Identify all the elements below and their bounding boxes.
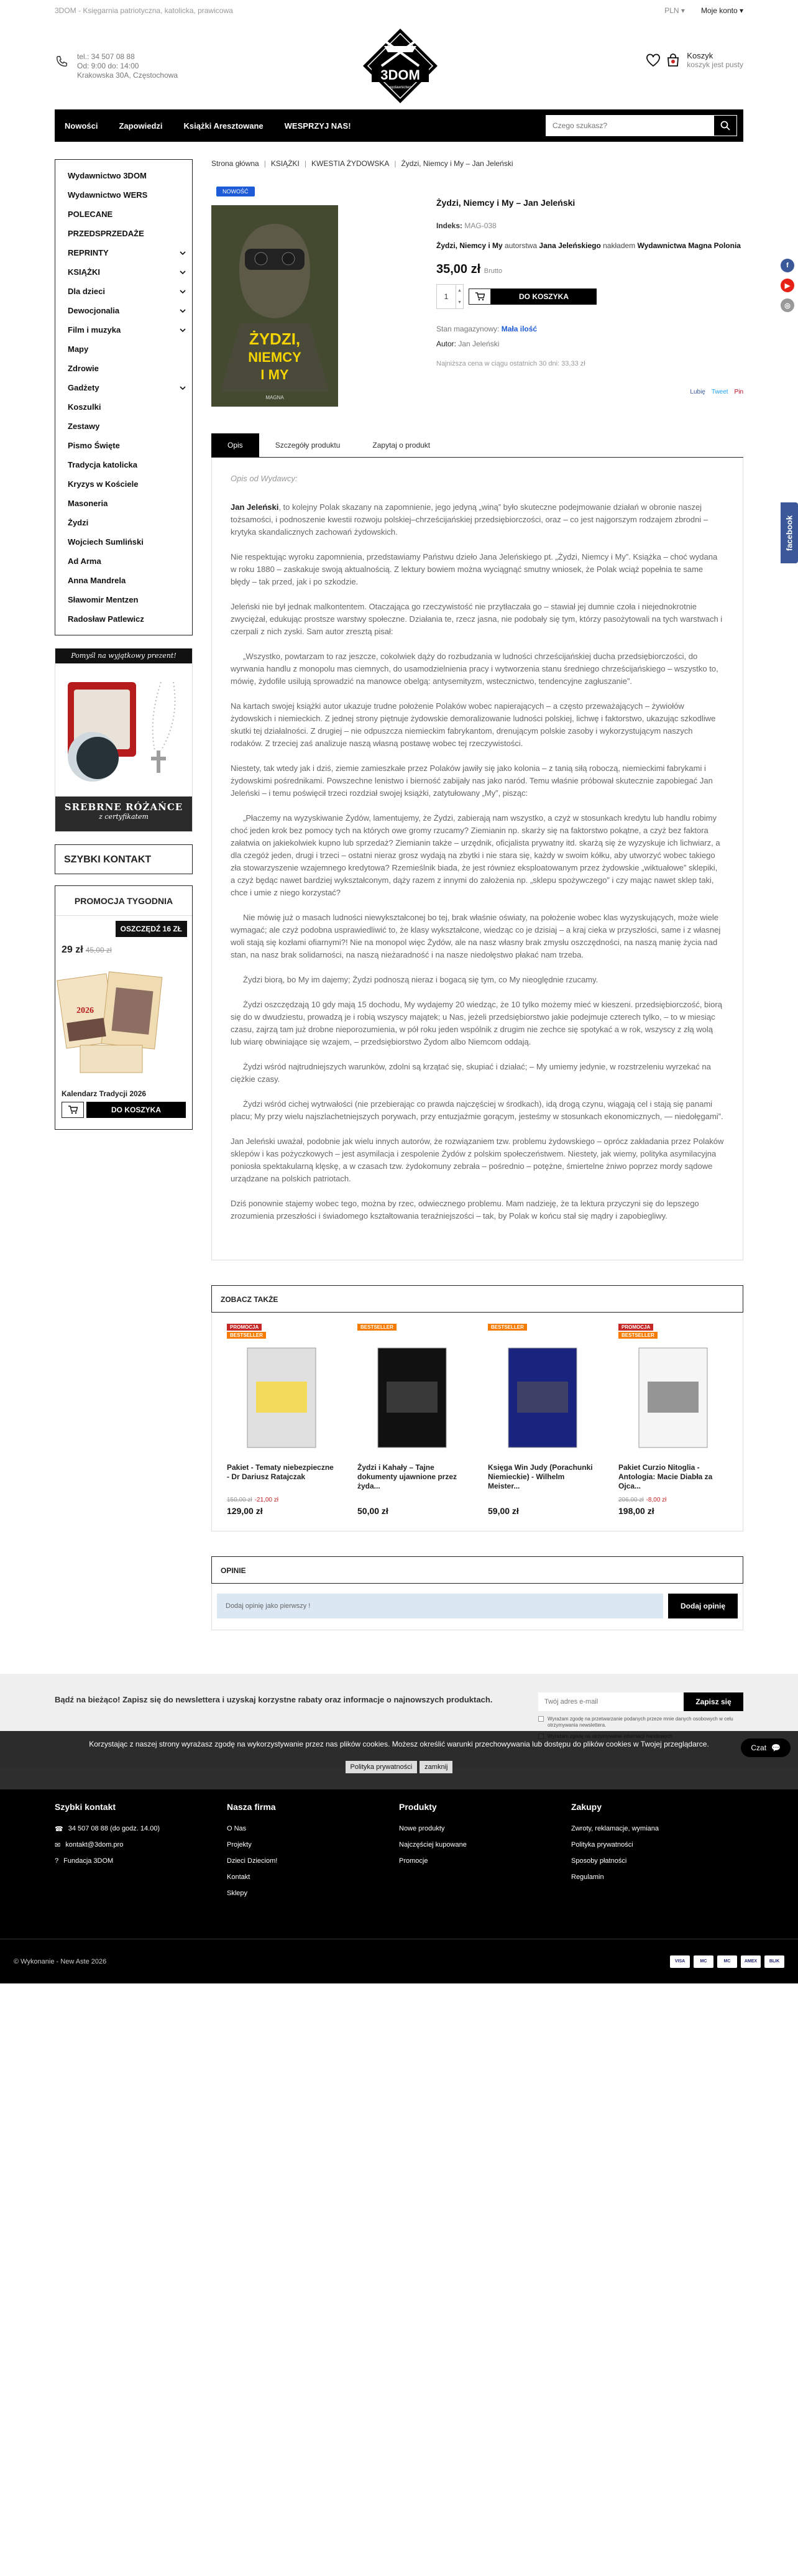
footer-link[interactable]: ✉ kontakt@3dom.pro — [55, 1841, 124, 1849]
payment-icon: VISA — [670, 1955, 690, 1968]
cookie-text: Korzystając z naszej strony wyrażasz zgodę na wykorzystywanie przez nas plików cookies. Możesz określić warunki przechowywania lub dostępu do plików cookies w Twojej przeglądarce. — [89, 1740, 709, 1748]
banner-title: SREBRNE RÓŻAŃCE — [64, 801, 183, 813]
pin-button[interactable]: Pin — [734, 389, 743, 395]
related-product[interactable] — [488, 1324, 597, 1516]
breadcrumb: Strona główna | KSIĄŻKI | KWESTIA ŻYDOWSKA | Żydzi, Niemcy i My – Jan Jeleński — [211, 159, 513, 168]
desc-quote: Nie mówię już o masach ludności niewykształconej bo tej, brak właśnie oświaty, na położenie wobec klas wyzyskujących, może wiele wymagać; ale czyż podobna usprawiedliwić to, że klasy wykształcone, wiedząc co je dzisiaj – a kraj cieka w przyszłości, same i z własnej woli stają się kozłami ofiarnymi?! Nie na monopol więc Żydów, ale na nasz własny brak zmysłu oszczędności, na naszą manię życia nad stan, na nasz brak solidarności, na naszą nieżaradność i na nasze niedołęstwo płakać nam trzeba. — [231, 913, 721, 959]
footer-column — [571, 1802, 743, 1901]
tweet-button[interactable]: Tweet — [711, 389, 728, 395]
weekly-add-button[interactable]: DO KOSZYKA — [86, 1102, 186, 1118]
chevron-down-icon[interactable] — [180, 308, 186, 314]
phone-icon — [55, 55, 68, 68]
breadcrumb-category[interactable]: KWESTIA ŻYDOWSKA — [311, 159, 390, 168]
stock-value: Mała ilość — [501, 325, 538, 333]
new-badge: NOWOŚĆ — [216, 187, 255, 196]
footer-link[interactable]: Najczęściej kupowane — [399, 1841, 467, 1849]
sidebar-category[interactable] — [68, 532, 186, 552]
related-product-name[interactable]: Pakiet Curzio Nitoglia - Antologia: Macie Diabła za Ojca... — [618, 1463, 713, 1490]
newsletter-submit[interactable]: Zapisz się — [684, 1692, 743, 1711]
nav-item-wesprzyj[interactable]: WESPRZYJ NAS! — [284, 121, 351, 131]
consent-checkbox[interactable]: Wyrażam zgodę na przetwarzanie podanych przeze mnie danych osobowych w celu otrzymywania newslettera. — [538, 1716, 743, 1729]
currency-select[interactable]: PLN ▾ — [664, 6, 685, 15]
chevron-down-icon[interactable] — [180, 269, 186, 275]
payment-icon: MC — [717, 1955, 737, 1968]
desc-quote: „Płaczemy na wyzyskiwanie Żydów, lamentujemy, że Żydzi, zabierają nam wszystko, a czyż w stosunkach kredytu lub handlu robimy choć jeden krok bez pomocy tych na których owe gromy rzucamy? Ziemianin np. skarży się na faktorstwo pokątne, a czyż bez faktora załatwia on jakiekolwiek kupno lub sprzedaż? Ziemianin także – urzędnik, oficjalista prywatny itd. skarżą się że wyzyskuje ich lichwiarz, a dla czegóż jeden, drugi i trzeci – ostatni nieraz grosz wydają na zbytki i nie stara się, każdy w swoim kółku, aby utworzyć wobec takiego zła stowarzyszenie wzajemnego kredytowa? Rzemieślnik biada, że jest równiez eksploatowanym przez żydowskie „wiktuałowe” sklepiki, a czyż będąc nawet bardziej wykształconym, dąży razem z innymi do założenia np. „sklepu spożywczego” i czy mając nawet sklep taki, chce i umie z niego korzystać? — [231, 813, 720, 897]
cookie-close-button[interactable]: zamknij — [420, 1761, 452, 1773]
search-button[interactable] — [713, 115, 737, 136]
sidebar-category[interactable] — [68, 359, 186, 378]
chat-icon: 💬 — [771, 1743, 781, 1752]
cover-publisher: MAGNA — [265, 395, 284, 400]
desc-paragraph: Jeleński nie był jednak malkontentem. Otaczająca go rzeczywistość nie przytłaczała go – stawiał jej dumnie czoła i niejednokrotnie zwyciężał, edukując prostsze warstwy społeczne. Działania te, rzecz jasna, nie podobały się tym, którzy pasożytowali na tych warstwach i czerpali z nich zyski. Sam autor zresztą pisał: — [231, 602, 723, 636]
related-product-price: 59,00 zł — [488, 1506, 519, 1516]
newsletter-text: Bądź na bieżąco! Zapisz się do newslettera i uzyskaj korzystne rabaty oraz informacje o najnowszych produktach. — [55, 1695, 493, 1704]
weekly-cart-icon[interactable] — [62, 1102, 84, 1118]
calendar-year: 2026 — [76, 1006, 94, 1015]
product-tag: BESTSELLER — [227, 1332, 266, 1339]
cookie-banner — [0, 1731, 798, 1789]
product-price: 35,00 zł Brutto — [436, 262, 503, 276]
sidebar-category[interactable] — [68, 436, 186, 455]
sidebar — [55, 159, 193, 1630]
category-list — [55, 159, 193, 635]
rosary-banner[interactable] — [55, 648, 193, 832]
like-button[interactable]: Lubię — [690, 389, 705, 395]
instagram-icon[interactable]: ◎ — [781, 298, 794, 312]
sidebar-category[interactable] — [68, 494, 186, 513]
sidebar-category[interactable] — [68, 224, 186, 243]
sidebar-category[interactable] — [68, 397, 186, 417]
category-label: Wojciech Sumliński — [68, 537, 144, 547]
sidebar-category[interactable] — [68, 590, 186, 609]
category-label: Dla dzieci — [68, 287, 105, 296]
cover-title-line2: NIEMCY — [248, 349, 301, 365]
footer-link[interactable]: Promocje — [399, 1857, 428, 1865]
product-tag: PROMOCJA — [618, 1324, 653, 1331]
footer-column-title: Produkty — [399, 1802, 437, 1812]
tab-details[interactable]: Szczegóły produktu — [275, 441, 341, 450]
related-product-price: 198,00 zł — [618, 1506, 654, 1516]
product-sku: Indeks: MAG-038 — [436, 221, 497, 230]
sidebar-category[interactable] — [68, 552, 186, 571]
social-icons — [781, 259, 794, 312]
desc-paragraph: Na kartach swojej książki autor ukazuje trudne położenie Polaków wobec napierających – a często przeważających – żywiołów żydowskich i niemieckich. Z jednej strony piętnuje żydowskie demoralizowanie ludności polskiej, lichwę i faktorstwo, ukazując szkodliwe skutki tej działalności. Z drugiej – nie odpuszcza niemieckim fabrykantom, drenującym polskie zasoby i wykorzystującym naszych rodaków. Z trzeciej zaś analizuje naszą własną postawę wobec tej rzeczywistości. — [231, 701, 716, 748]
nav-item-aresztowane[interactable]: Książki Aresztowane — [183, 121, 264, 131]
tab-description[interactable]: Opis — [211, 433, 259, 457]
quick-contact[interactable]: SZYBKI KONTAKT — [55, 844, 193, 874]
lowest-price: Najniższa cena w ciągu ostatnich 30 dni: 33,33 zł — [436, 360, 585, 367]
footer-contact-icon: ? — [55, 1857, 59, 1865]
related-product-image[interactable] — [618, 1341, 728, 1453]
account-menu[interactable]: Moje konto ▾ — [700, 6, 743, 15]
chevron-down-icon[interactable] — [180, 250, 186, 256]
desc-paragraph: Jan Jeleński, to kolejny Polak skazany na zapomnienie, jego jedyną „winą” było skuteczne podejmowanie działań w obronie naszej tożsamości, i podnoszenie kwestii rozwoju polskiej–chrześcijańskiej przedsiębiorczości, oraz – co jest najgorszym rodzajem zbrodni – krytyka skandalicznych zachowań żydowskich. — [231, 502, 709, 537]
sidebar-category[interactable] — [68, 474, 186, 494]
category-label: Radosław Patlewicz — [68, 614, 144, 624]
footer-column — [227, 1802, 399, 1901]
weekly-product-name[interactable]: Kalendarz Tradycji 2026 — [62, 1089, 147, 1098]
category-label: Koszulki — [68, 402, 101, 412]
sidebar-category[interactable] — [68, 455, 186, 474]
header-phone[interactable]: tel.: 34 507 08 88 — [77, 52, 135, 61]
footer-link[interactable]: ☎ 34 507 08 88 (do godz. 14.00) — [55, 1825, 160, 1833]
desc-quote: Żydzi biorą, bo My im dajemy; Żydzi podnoszą nieraz i bogacą się tym, co My nieoględnie rzucamy. — [243, 975, 598, 984]
chevron-down-icon[interactable] — [180, 385, 186, 391]
related-old-price: 150,00 zł -21,00 zł — [227, 1497, 278, 1503]
main-content — [211, 159, 743, 1630]
weekly-promo — [55, 885, 193, 1130]
sidebar-category[interactable] — [68, 339, 186, 359]
category-label: KSIĄŻKI — [68, 267, 100, 277]
category-label: Tradycja katolicka — [68, 460, 138, 469]
cart-widget[interactable] — [646, 51, 743, 69]
breadcrumb-current: Żydzi, Niemcy i My – Jan Jeleński — [401, 159, 513, 168]
related-title: ZOBACZ TAKŻE — [211, 1285, 743, 1313]
main-nav — [55, 109, 743, 142]
chat-button[interactable]: Czat 💬 — [741, 1738, 791, 1757]
sidebar-category[interactable] — [68, 513, 186, 532]
category-label: Wydawnictwo 3DOM — [68, 171, 147, 180]
sidebar-category[interactable] — [68, 205, 186, 224]
save-badge: OSZCZĘDŹ 16 ZŁ — [116, 921, 187, 937]
reviews-box — [211, 1584, 743, 1630]
desc-paragraph: Niestety, tak wtedy jak i dziś, ziemie zamieszkałe przez Polaków jawiły się jako kolonia – z tanią siłą roboczą, niemieckimi fabrykami i żydowskimi pośrednikami. Powszechne lenistwo i bierność zabijały nas jako naród. Temu właśnie próbował skutecznie zapobiegać Jan Jeleński – i temu poświęcił trzeci rozdział swojej książki, zatytułowany „My”, pisząc: — [231, 764, 713, 798]
sidebar-category[interactable] — [68, 262, 186, 282]
desc-paragraph: Dziś ponownie stajemy wobec tego, można by rzec, odwiecznego problemu. Mam nadzieję, że ta lektura przyczyni się do lepszego zrozumienia przeszłości i świadomego kształtowania teraźniejszości – tak, by Polak w końcu stał się mądry i zapobiegliwy. — [231, 1199, 699, 1221]
desc-paragraph: Nie respektując wyroku zapomnienia, przedstawiamy Państwu dzieło Jana Jeleńskiego pt. „Żydzi, Niemcy i My”. Książka – choć wydana w roku 1880 – zaskakuje swoją aktualnością. Z lektury bowiem można wyciągnąć smutny wniosek, że Polak wciąż popełnia te same błędy – tak przed, jak i po szkodzie. — [231, 552, 718, 586]
search-input[interactable] — [546, 115, 713, 136]
footer-link[interactable]: O Nas — [227, 1825, 247, 1832]
sidebar-category[interactable] — [68, 282, 186, 301]
related-product-image[interactable] — [488, 1341, 597, 1453]
desc-intro: Opis od Wydawcy: — [231, 474, 298, 483]
nav-item-zapowiedzi[interactable]: Zapowiedzi — [119, 121, 163, 131]
qty-up-icon: ▲ — [457, 289, 462, 293]
header — [55, 21, 743, 102]
category-label: PRZEDSPRZEDAŻE — [68, 229, 144, 238]
logo-text: 3DOM — [380, 67, 420, 83]
sidebar-category[interactable] — [68, 378, 186, 397]
footer — [0, 1789, 798, 1939]
payment-icons — [670, 1955, 784, 1968]
footer-link[interactable]: Polityka prywatności — [571, 1841, 633, 1849]
tagline: 3DOM - Księgarnia patriotyczna, katolicka, prawicowa — [55, 6, 233, 15]
product-tabs — [211, 433, 743, 458]
facebook-tab[interactable]: facebook — [781, 502, 798, 563]
category-label: Sławomir Mentzen — [68, 595, 139, 604]
header-hours: Od: 9:00 do: 14:00 — [77, 62, 139, 70]
top-strip — [55, 0, 743, 21]
privacy-policy-button[interactable]: Polityka prywatności — [346, 1761, 418, 1773]
category-label: Zdrowie — [68, 364, 99, 373]
payment-icon: AMEX — [741, 1955, 761, 1968]
product-tag: BESTSELLER — [357, 1324, 397, 1331]
breadcrumb-home[interactable]: Strona główna — [211, 159, 259, 168]
quantity-stepper[interactable]: 1 ▲ ▼ — [436, 284, 464, 309]
related-products — [211, 1313, 743, 1531]
sidebar-category[interactable] — [68, 609, 186, 629]
related-product-name[interactable]: Księga Win Judy (Porachunki Niemieckie) - Wilhelm Meister... — [488, 1463, 593, 1490]
footer-column — [399, 1802, 571, 1901]
cart-label: Koszyk — [687, 51, 713, 60]
first-review-note: Dodaj opinię jako pierwszy ! — [217, 1594, 663, 1618]
category-label: Masoneria — [68, 499, 108, 508]
category-label: Kryzys w Kościele — [68, 479, 139, 489]
weekly-title: PROMOCJA TYGODNIA — [55, 886, 192, 916]
category-label: Gadżety — [68, 383, 99, 392]
related-product-price: 50,00 zł — [357, 1506, 388, 1516]
category-label: Zestawy — [68, 422, 100, 431]
category-label: POLECANE — [68, 210, 113, 219]
product-title: Żydzi, Niemcy i My – Jan Jeleński — [436, 198, 576, 208]
footer-link[interactable]: Sposoby płatności — [571, 1857, 627, 1865]
product-description — [211, 458, 743, 1260]
category-label: Dewocjonalia — [68, 306, 120, 315]
banner-top-text: Pomyśl na wyjątkowy prezent! — [55, 649, 192, 663]
banner-sub: z certyfikatem — [99, 813, 149, 821]
logo[interactable] — [359, 25, 441, 107]
category-label: Wydawnictwo WERS — [68, 190, 148, 200]
weekly-old-price: 45,00 zł — [85, 946, 112, 954]
footer-link[interactable]: Sklepy — [227, 1890, 248, 1897]
add-to-cart-button[interactable]: DO KOSZYKA — [491, 289, 597, 305]
category-label: REPRINTY — [68, 248, 109, 257]
sidebar-category[interactable] — [68, 301, 186, 320]
related-product[interactable] — [357, 1324, 467, 1516]
payment-icon: BLIK — [764, 1955, 784, 1968]
cover-title-line1: ŻYDZI, — [249, 330, 301, 348]
chevron-down-icon[interactable] — [180, 327, 186, 333]
related-product-image[interactable] — [357, 1341, 467, 1453]
footer-link[interactable]: Regulamin — [571, 1873, 604, 1881]
calendar-image[interactable] — [55, 964, 167, 1076]
sidebar-category[interactable] — [68, 571, 186, 590]
cart-status: koszyk jest pusty — [687, 60, 743, 69]
header-contact — [55, 52, 178, 80]
category-label: Film i muzyka — [68, 325, 121, 335]
cart-icon — [469, 289, 491, 305]
sidebar-category[interactable] — [68, 166, 186, 185]
add-review-button[interactable]: Dodaj opinię — [668, 1594, 738, 1618]
footer-contact-icon: ✉ — [55, 1841, 61, 1849]
heart-icon[interactable] — [646, 53, 661, 67]
related-product[interactable] — [618, 1324, 728, 1516]
facebook-icon[interactable]: f — [781, 259, 794, 272]
footer-link[interactable]: Zwroty, reklamacje, wymiana — [571, 1825, 659, 1832]
product-gallery — [211, 187, 416, 409]
category-label: Mapy — [68, 344, 89, 354]
category-label: Pismo Święte — [68, 441, 120, 450]
desc-quote: Żydzi wśród najtrudniejszych warunków, zdolni są krzątać się, skupiać i działać; – My umiemy jedynie, w rozstrzeleniu wyrzekać na ciężkie czasy. — [231, 1062, 711, 1084]
nav-item-nowosci[interactable]: Nowości — [65, 121, 98, 131]
footer-link[interactable]: Dzieci Dzieciom! — [227, 1857, 278, 1865]
qty-down-icon: ▼ — [457, 300, 462, 305]
related-product-name[interactable]: Żydzi i Kahały – Tajne dokumenty ujawnione przez żyda... — [357, 1463, 457, 1490]
cover-title-line3: I MY — [260, 367, 289, 382]
share-buttons — [436, 389, 743, 395]
product-tag: PROMOCJA — [227, 1324, 262, 1331]
chevron-down-icon[interactable] — [180, 289, 186, 295]
sidebar-category[interactable] — [68, 320, 186, 339]
payment-icon: MC — [694, 1955, 713, 1968]
related-product[interactable] — [227, 1324, 336, 1516]
related-product-price: 129,00 zł — [227, 1506, 263, 1516]
footer-contact-icon: ☎ — [55, 1825, 63, 1833]
weekly-price: 29 zł 45,00 zł — [62, 944, 112, 955]
product-short-desc: Żydzi, Niemcy i My autorstwa Jana Jeleńskiego nakładem Wydawnictwa Magna Polonia — [436, 241, 741, 250]
book-cover[interactable] — [211, 205, 338, 407]
footer-bottom — [0, 1939, 798, 1983]
desc-paragraph: Jan Jeleński uważał, podobnie jak wielu innych autorów, że rozwiązaniem tzw. problemu żydowskiego – oprócz zakładania przez Polaków sklepów i kas pożyczkowych – jest asymilacja i zespolenie Żydów z polskim społeczeństwem. Niestety, jak wiemy, polityka asymilacyjna poniosła spektakularną klęskę, a w czasach tzw. żydokomuny zebrała – pośrednio – potężne, śmiertelne żniwo poprzez mordy sądowe urządzane na polskich patriotach. — [231, 1137, 724, 1183]
footer-column-title: Nasza firma — [227, 1802, 276, 1812]
sidebar-category[interactable] — [68, 417, 186, 436]
product-meta: Stan magazynowy: Mała ilość Autor: Jan Jeleński — [436, 325, 538, 348]
breadcrumb-books[interactable]: KSIĄŻKI — [270, 159, 300, 168]
header-address: Krakowska 30A, Częstochowa — [77, 71, 178, 80]
author-value[interactable]: Jan Jeleński — [458, 339, 500, 348]
youtube-icon[interactable]: ▶ — [781, 279, 794, 292]
related-old-price: 206,00 zł -8,00 zł — [618, 1497, 667, 1503]
category-label: Żydzi — [68, 518, 89, 527]
related-product-image[interactable] — [227, 1341, 336, 1453]
rosary-image — [55, 663, 192, 798]
logo-sub: wydawnictwo — [389, 86, 411, 90]
add-to-cart[interactable] — [469, 289, 597, 305]
bag-icon[interactable] — [666, 53, 681, 67]
copyright: © Wykonanie - New Aste 2026 — [14, 1957, 107, 1965]
desc-quote: Żydzi oszczędzają 10 gdy mają 15 dochodu, My wydajemy 20 wiedząc, że 10 tylko możemy mieć w kieszeni. przedsiębiorczość, biorą się do w dwudziestu, prowadzą je i robią wszyscy majątek; u Nas, jeżeli przedsiębiorstwo jakie podejmuje czterech tylko, – to w miesiąc czasu, zajrzą tam już drobne nieporozumienia, w pół roku jeden wspólnik z drugim nie zechce się spotykać a w rok, wszyscy z złą wolą lub wiarę obwiniające się wzajem, – przedsiębiorstwo Żydom albo Niemcom oddają. — [231, 1000, 722, 1046]
desc-quote: Żydzi wśród cichej wytrwałości (nie przebierając co prawda najczęściej w środkach), idą drogą czynu, wiągają cel i stają się panami placu; My przy wielu najszlachetniejszych porywach, przy entuzjaźmie gorącym, jesteśmy w stosunkach ekonomicznych, — niedołęgami”. — [231, 1099, 723, 1121]
reviews-title: OPINIE — [211, 1556, 743, 1584]
footer-column-title: Szybki kontakt — [55, 1802, 116, 1812]
search-icon — [720, 121, 730, 131]
related-product-name[interactable]: Pakiet - Tematy niebezpieczne - Dr Dariusz Ratajczak — [227, 1463, 334, 1481]
footer-link[interactable]: ? Fundacja 3DOM — [55, 1857, 114, 1865]
footer-link[interactable]: Nowe produkty — [399, 1825, 445, 1832]
footer-link[interactable]: Kontakt — [227, 1873, 250, 1881]
footer-column-title: Zakupy — [571, 1802, 602, 1812]
search-box — [546, 115, 737, 136]
newsletter-email-input[interactable] — [538, 1692, 684, 1711]
category-label: Anna Mandrela — [68, 576, 126, 585]
product-tag: BESTSELLER — [618, 1332, 658, 1339]
footer-column — [55, 1802, 227, 1901]
product-tag: BESTSELLER — [488, 1324, 527, 1331]
product-info — [436, 187, 743, 409]
sidebar-category[interactable] — [68, 243, 186, 262]
footer-link[interactable]: Projekty — [227, 1841, 252, 1849]
sidebar-category[interactable] — [68, 185, 186, 205]
desc-quote: „Wszystko, powtarzam to raz jeszcze, cokolwiek dąży do rozbudzania w ludności chrześcijańskiej ducha przedsiębiorczości, do wyrwania handlu z monopolu mas ciemnych, do usamodzielnienia pracy i wytworzenia stanu średniego chrześcijańskiego – wszystko to, mówię, żydofile usilują sprowadzić na manowce obelgą: antysemityzm, wstecznictwo, tendencyjne zagłuszanie”. — [231, 652, 718, 686]
tab-ask[interactable]: Zapytaj o produkt — [372, 441, 431, 450]
category-label: Ad Arma — [68, 556, 101, 566]
